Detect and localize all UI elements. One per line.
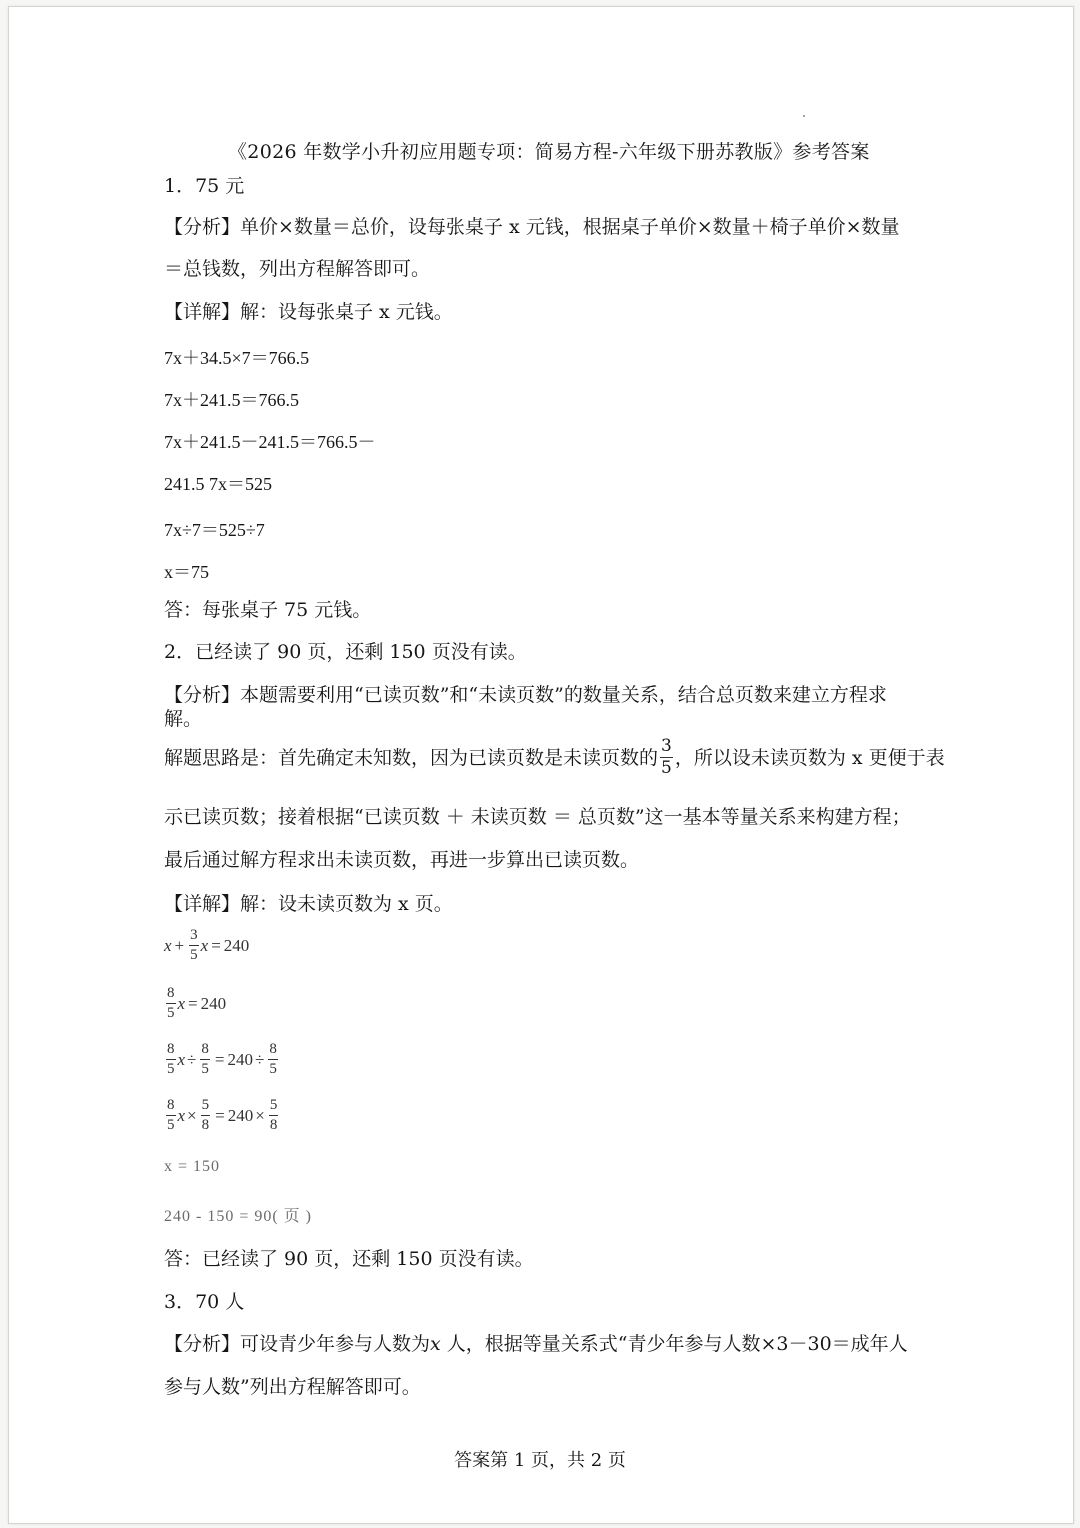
q2-eq-result: x = 150 [164, 1158, 221, 1175]
var-x: x [430, 1333, 441, 1355]
numerator: 5 [201, 1097, 210, 1113]
numerator: 8 [269, 1041, 277, 1057]
q2-eq-3 [164, 1042, 280, 1077]
fraction [201, 1098, 211, 1133]
q1-detail: 【详解】解：设每张桌子 x 元钱。 [164, 301, 453, 323]
denominator: 8 [269, 1117, 278, 1133]
denominator: 8 [201, 1117, 210, 1133]
equals-sign: = [214, 1049, 225, 1069]
var-x: x [164, 935, 172, 955]
denominator: 5 [167, 1061, 175, 1077]
q2-eq-2 [164, 986, 226, 1021]
fraction [166, 986, 176, 1021]
numerator: 8 [201, 1041, 209, 1057]
numerator: 3 [190, 927, 198, 943]
divide-sign: ÷ [187, 1049, 197, 1069]
q3-analysis-text-b: 人，根据等量关系式“青少年参与人数×3－30＝成年人 [440, 1333, 908, 1355]
q2-analysis-line-2: 解。 [164, 708, 203, 730]
q3-answer: 3．70 人 [164, 1291, 245, 1313]
var-x: x [177, 993, 186, 1013]
numerator: 8 [167, 1041, 175, 1057]
q1-step-2: 7x＋241.5＝766.5 [164, 390, 299, 410]
q1-analysis-line-2: ＝总钱数，列出方程解答即可。 [164, 258, 431, 280]
times-sign: × [255, 1105, 265, 1125]
q1-step-3: 7x＋241.5－241.5＝766.5－ [164, 432, 376, 452]
q2-answer: 2．已经读了 90 页，还剩 150 页没有读。 [164, 641, 527, 663]
denominator: 5 [167, 1005, 175, 1021]
number: 240 [223, 935, 250, 955]
fraction [200, 1042, 210, 1077]
number: 240 [227, 1049, 253, 1069]
fraction [166, 1098, 176, 1133]
fraction [268, 1042, 278, 1077]
q2-final-answer: 答：已经读了 90 页，还剩 150 页没有读。 [164, 1248, 534, 1270]
document-title: 《2026 年数学小升初应用题专项：简易方程-六年级下册苏教版》参考答案 [228, 141, 870, 163]
fraction [166, 1042, 176, 1077]
q1-analysis-line-1: 【分析】单价×数量＝总价，设每张桌子 x 元钱，根据桌子单价×数量＋椅子单价×数量 [164, 216, 900, 238]
divide-sign: ÷ [254, 1049, 265, 1069]
denominator: 5 [269, 1061, 277, 1077]
denominator: 5 [167, 1117, 175, 1133]
q2-idea-text-b: ，所以设未读页数为 x 更便于表 [674, 746, 945, 769]
q1-step-6: x＝75 [164, 562, 209, 582]
numerator: 5 [269, 1097, 278, 1113]
q3-analysis-text-a: 【分析】可设青少年参与人数为 [164, 1333, 431, 1355]
q3-analysis-line-1 [164, 1331, 908, 1357]
var-x: x [200, 935, 209, 955]
q1-step-1: 7x＋34.5×7＝766.5 [164, 348, 310, 368]
fraction [269, 1098, 279, 1133]
number: 240 [200, 993, 227, 1013]
numerator: 8 [167, 1097, 175, 1113]
q2-idea-text-a: 解题思路是：首先确定未知数，因为已读页数是未读页数的 [164, 746, 659, 769]
plus-sign: + [174, 935, 185, 955]
q2-eq-4 [164, 1098, 280, 1133]
q2-idea-line-3: 最后通过解方程求出未读页数，再进一步算出已读页数。 [164, 849, 640, 871]
denominator: 5 [190, 947, 198, 963]
q2-eq-1 [164, 928, 249, 963]
equals-sign: = [211, 935, 221, 955]
speck [803, 115, 805, 117]
q2-idea-line-1 [164, 738, 945, 777]
q1-final-answer: 答：每张桌子 75 元钱。 [164, 599, 372, 621]
var-x: x [177, 1105, 186, 1125]
q2-eq-subtraction: 240 - 150 = 90( 页 ) [164, 1208, 313, 1225]
q1-step-4: 241.5 7x＝525 [164, 474, 272, 494]
q2-analysis-line-1: 【分析】本题需要利用“已读页数”和“未读页数”的数量关系，结合总页数来建立方程求 [164, 684, 887, 706]
number: 240 [227, 1105, 254, 1125]
q2-idea-line-2: 示已读页数；接着根据“已读页数 ＋ 未读页数 ＝ 总页数”这一基本等量关系来构建方程； [164, 806, 911, 828]
times-sign: × [187, 1105, 197, 1125]
numerator: 8 [167, 985, 175, 1001]
fraction-denominator: 5 [661, 758, 672, 778]
denominator: 5 [201, 1061, 209, 1077]
equals-sign: = [188, 993, 198, 1013]
equals-sign: = [215, 1105, 225, 1125]
var-x: x [177, 1049, 186, 1069]
fraction-three-fifths [660, 738, 673, 777]
page-footer: 答案第 1 页，共 2 页 [454, 1450, 626, 1471]
q1-step-5: 7x÷7＝525÷7 [164, 520, 265, 540]
fraction-numerator: 3 [661, 736, 672, 756]
q2-detail: 【详解】解：设未读页数为 x 页。 [164, 893, 453, 915]
fraction [189, 928, 199, 963]
q3-analysis-line-2: 参与人数”列出方程解答即可。 [164, 1376, 421, 1398]
q1-answer: 1．75 元 [164, 175, 245, 197]
